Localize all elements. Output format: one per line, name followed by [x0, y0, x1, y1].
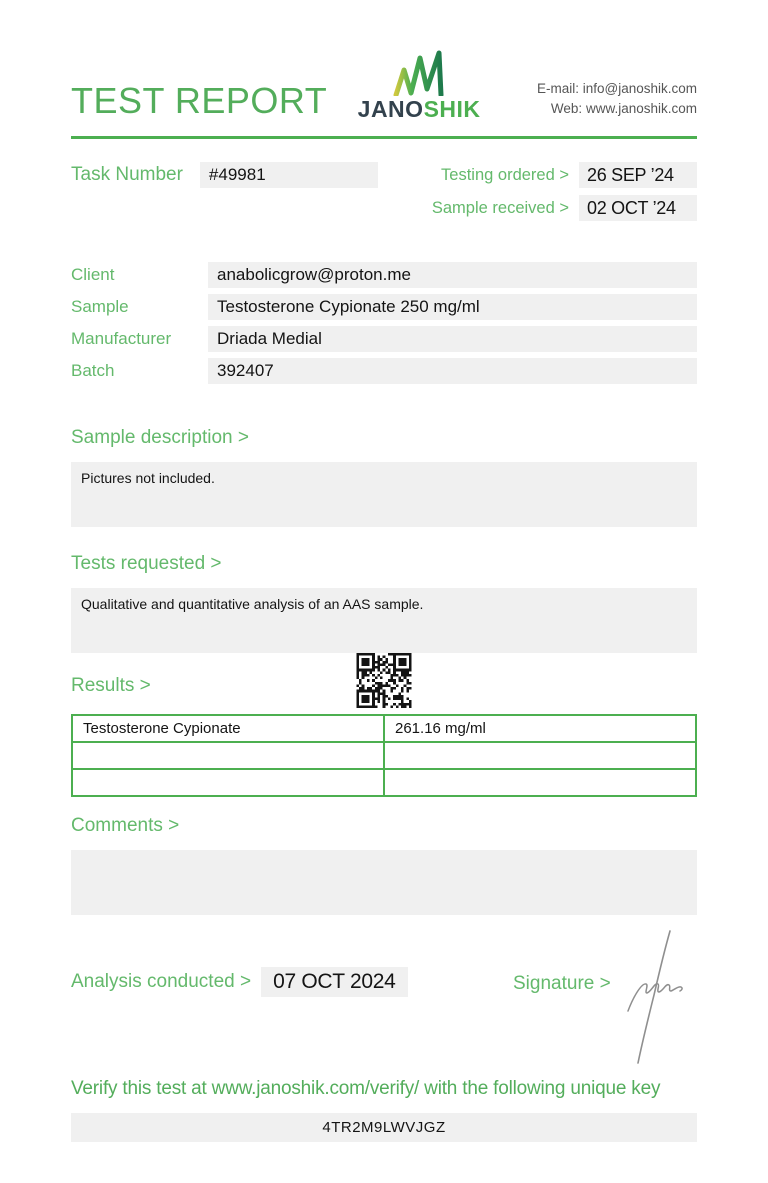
comments-box [71, 850, 697, 915]
result-value: 261.16 mg/ml [384, 715, 696, 742]
sample-description-box: Pictures not included. [71, 462, 697, 527]
qr-code [357, 653, 412, 708]
growth-chart-icon [390, 50, 448, 96]
signature-label: Signature > [513, 973, 611, 994]
verify-instruction: Verify this test at www.janoshik.com/verify/ with the following unique key [71, 1078, 661, 1099]
task-number-value: #49981 [200, 162, 378, 188]
results-section [71, 653, 697, 797]
result-substance [72, 742, 384, 769]
sample-received-label: Sample received > [431, 198, 569, 217]
dates-block [432, 162, 697, 221]
task-section [71, 162, 697, 221]
manufacturer-label: Manufacturer [71, 329, 172, 348]
contact-email: E-mail: info@janoshik.com [536, 80, 697, 96]
testing-ordered-label: Testing ordered > [441, 165, 569, 184]
results-heading: Results > [71, 675, 151, 696]
page-title: TEST REPORT [71, 80, 328, 121]
table-row [72, 742, 696, 769]
contact-info [537, 79, 697, 122]
comments-heading: Comments > [71, 815, 180, 836]
brand-suffix: SHIK [423, 96, 481, 122]
janoshik-logo [358, 50, 481, 121]
header-divider [71, 136, 697, 139]
sample-info-section [71, 262, 697, 384]
sample-received-value: 02 OCT ’24 [579, 195, 697, 221]
result-value [384, 742, 696, 769]
manufacturer-value: Driada Medial [208, 326, 697, 352]
info-row-client [71, 262, 697, 288]
info-row-batch [71, 358, 697, 384]
sample-received-row [432, 195, 697, 221]
test-report-page [0, 50, 768, 1142]
result-value [384, 769, 696, 796]
contact-web: Web: www.janoshik.com [550, 100, 697, 116]
result-substance: Testosterone Cypionate [72, 715, 384, 742]
sign-off-section [71, 915, 697, 1065]
testing-ordered-row [432, 162, 697, 188]
task-number-label: Task Number [71, 164, 183, 185]
client-value: anabolicgrow@proton.me [208, 262, 697, 288]
header [71, 50, 697, 121]
signature-image [612, 927, 692, 1065]
unique-key-value: 4TR2M9LWVJGZ [71, 1113, 697, 1142]
analysis-conducted-value: 07 OCT 2024 [261, 967, 407, 997]
batch-value: 392407 [208, 358, 697, 384]
info-row-manufacturer [71, 326, 697, 352]
sample-value: Testosterone Cypionate 250 mg/ml [208, 294, 697, 320]
tests-requested-heading: Tests requested > [71, 553, 222, 574]
sample-description-heading: Sample description > [71, 427, 249, 448]
testing-ordered-value: 26 SEP ’24 [579, 162, 697, 188]
brand-wordmark [358, 98, 481, 121]
analysis-conducted-label: Analysis conducted > [71, 971, 252, 992]
result-substance [72, 769, 384, 796]
table-row [72, 769, 696, 796]
task-number-row [71, 162, 378, 188]
tests-requested-box: Qualitative and quantitative analysis of an AAS sample. [71, 588, 697, 653]
sample-label: Sample [71, 297, 129, 316]
info-row-sample [71, 294, 697, 320]
results-table [71, 714, 697, 797]
brand-prefix: JANO [357, 96, 424, 122]
batch-label: Batch [71, 361, 115, 380]
table-row [72, 715, 696, 742]
analysis-conducted-row [71, 967, 408, 997]
client-label: Client [71, 265, 115, 284]
